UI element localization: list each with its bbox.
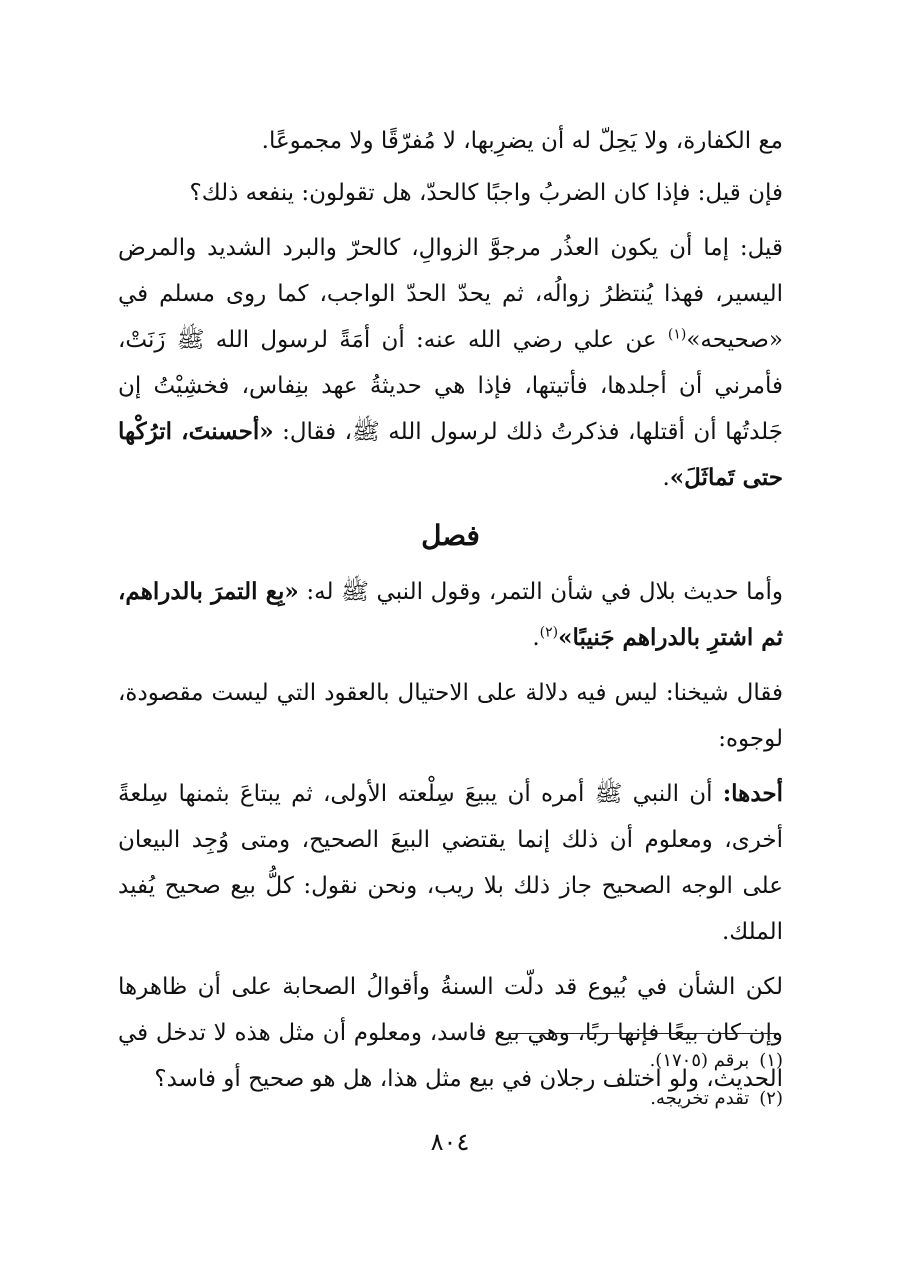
hadith-quote-2: «بِع التمرَ بالدراهم، ثم اشترِ بالدراهم جَنيبًا» xyxy=(118,578,783,651)
footnote-2-number: (٢) xyxy=(759,1088,783,1109)
paragraph-4-end: . xyxy=(532,625,540,651)
paragraph-3-text-a: قيل: إما أن يكون العذُر مرجوَّ الزوالِ، كالحرّ والبرد الشديد والمرض اليسير، فهذا يُنتظرُ زوالُه، ثم يحدّ الحدّ الواجب، كما روى مسلم في «صحيحه» xyxy=(118,235,783,353)
paragraph-4 xyxy=(118,569,783,661)
paragraph-4-text-a: وأما حديث بلال في شأن التمر، وقول النبي ﷺ له: xyxy=(298,579,783,605)
hadith-quote-1: «أحسنتَ، اترُكْها حتى تَماثَلَ» xyxy=(118,418,783,491)
paragraph-6 xyxy=(118,771,783,955)
page-body xyxy=(118,118,783,1111)
footnote-2-text: تقدم تخريجه. xyxy=(650,1088,750,1109)
paragraph-3 xyxy=(118,225,783,501)
footnote-ref-2: (٢) xyxy=(539,624,559,641)
page-number: ٨٠٤ xyxy=(430,1128,470,1156)
paragraph-5: فقال شيخنا: ليس فيه دلالة على الاحتيال بالعقود التي ليست مقصودة، لوجوه: xyxy=(118,680,783,752)
footnote-1 xyxy=(118,1042,783,1080)
footnotes xyxy=(118,1042,783,1118)
paragraph-1: مع الكفارة، ولا يَحِلّ له أن يضرِبها، لا مُفرّقًا ولا مجموعًا. xyxy=(261,128,783,154)
paragraph-3-text-b: عن علي رضي الله عنه: أن أمَةً لرسول الله ﷺ زَنَتْ، فأمرني أن أجلدها، فأتيتها، فإذا هي حديثةُ عهد بنِفاس، فخشِيْتُ إن جَلدتُها أن أقتلها، فذكرتُ ذلك لرسول الله ﷺ، فقال: xyxy=(118,327,784,445)
paragraph-6-text: أن النبي ﷺ أمره أن يبيعَ سِلْعته الأولى، ثم يبتاعَ بثمنها سِلعةً أخرى، ومعلوم أن ذلك إنما يقتضي البيعَ الصحيح، ومتى وُجِد البيعان على الوجه الصحيح جاز ذلك بلا ريب، ونحن نقول: كلُّ بيع صحيح يُفيد الملك. xyxy=(118,781,783,945)
section-title: فصل xyxy=(421,519,480,552)
paragraph-7: لكن الشأن في بُيوع قد دلّت السنةُ وأقوالُ الصحابة على أن ظاهرها وإن كان بيعًا فإنها ربًا، وهي بيع فاسد، ومعلوم أن مثل هذه لا تدخل في الحديث، ولو اختلف رجلان في بيع مثل هذا، هل هو صحيح أو فاسد؟ xyxy=(118,974,783,1092)
footnote-1-text: برقم (١٧٠٥). xyxy=(649,1050,750,1071)
footnote-1-number: (١) xyxy=(759,1050,783,1071)
paragraph-2: فإن قيل: فإذا كان الضربُ واجبًا كالحدّ، هل تقولون: ينفعه ذلك؟ xyxy=(189,180,783,206)
paragraph-6-lead: أحدها: xyxy=(722,780,783,807)
paragraph-3-end: . xyxy=(662,465,670,491)
footnote-ref-1: (١) xyxy=(667,326,687,343)
footnote-divider xyxy=(511,1033,777,1034)
footnote-2 xyxy=(118,1080,783,1118)
